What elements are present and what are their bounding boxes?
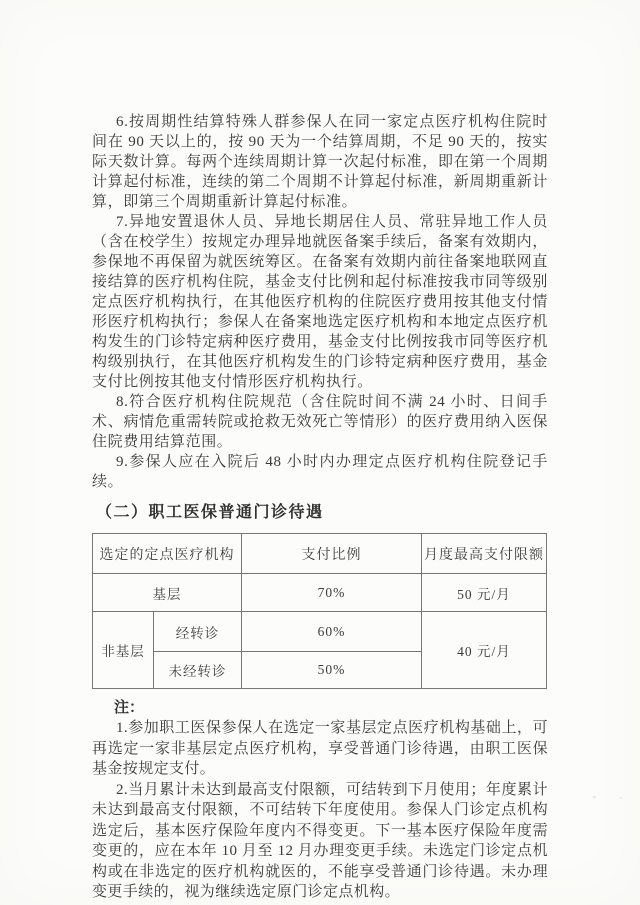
cell-referral-type: 经转诊 [154, 612, 242, 652]
paragraph-item-8: 8.符合医疗机构住院规范（含住院时间不满 24 小时、日间手术、病情危重需转院或抢救无效死亡等情形）的医疗费用纳入医保住院费用结算范围。 [92, 394, 548, 450]
cell-ratio-basic: 70% [242, 574, 422, 612]
cell-ratio-noreferral: 50% [242, 652, 422, 689]
header-cell-limit: 月度最高支付限额 [422, 534, 547, 574]
header-cell-institution: 选定的定点医疗机构 [93, 534, 242, 574]
scan-noise-speck [620, 797, 622, 799]
note-item-1: 1.参加职工医保参保人在选定一家基层定点医疗机构基础上，可再选定一家非基层定点医疗机构，享受普通门诊待遇，由职工医保基金按规定支付。 [92, 720, 548, 777]
cell-limit-basic: 50 元/月 [422, 574, 547, 612]
paragraph-item-7: 7.异地安置退休人员、异地长期居住人员、常驻异地工作人员（含在校学生）按规定办理异地就医备案手续后，备案有效期内，参保地不再保留为就医统筹区。在备案有效期内前往备案地联网直接结算的医疗机构住院，基金支付比例和起付标准按我市同等级别定点医疗机构执行，在其他医疗机构的住院医疗费用按其他支付情形医疗机构执行；参保人在备案地选定医疗机构和本地定点医疗机构发生的门诊特定病种医疗费用，基金支付比例按我市同等医疗机构级别执行，在其他医疗机构发生的门诊特定病种医疗费用，基金支付比例按其他支付情形医疗机构执行。 [92, 214, 548, 390]
body-text-block [92, 112, 548, 492]
section-heading: （二）职工医保普通门诊待遇 [96, 504, 324, 521]
table-row-nonbasic-referral [93, 612, 547, 652]
outpatient-benefit-table [92, 533, 547, 689]
cell-limit-nonbasic: 40 元/月 [422, 612, 547, 689]
scan-noise-speck [593, 796, 596, 798]
notes-block [92, 698, 548, 903]
note-item-2: 2.当月累计未达到最高支付限额，可结转到下月使用；年度累计未达到最高支付限额，不可结转下年度使用。参保人门诊定点机构选定后，基本医疗保险年度内不得变更。下一基本医疗保险年度需变更的，应在本年 10 月至 12 月办理变更手续。未选定门诊定点机构或在非选定的医疗机构就医的，不能享受普通门诊待遇。未办理变更手续的，视为继续选定原门诊定点机构。 [92, 781, 548, 900]
header-cell-ratio: 支付比例 [242, 534, 422, 574]
paragraph-item-9: 9.参保人应在入院后 48 小时内办理定点医疗机构住院登记手续。 [92, 454, 548, 490]
paragraph-item-6: 6.按周期性结算特殊人群参保人在同一家定点医疗机构住院时间在 90 天以上的，按 90 天为一个结算周期，不足 90 天的，按实际天数计算。每两个连续周期计算一次起付标准，即在第一个周期计算起付标准，连续的第二个周期不计算起付标准，新周期重新计算，即第三个周期重新计算起付标准。 [92, 114, 548, 210]
table-header-row [93, 534, 547, 574]
table-row-basic [93, 574, 547, 612]
document-content [92, 112, 548, 903]
cell-ratio-referral: 60% [242, 612, 422, 652]
cell-noreferral-type: 未经转诊 [154, 652, 242, 689]
notes-label: 注： [114, 700, 145, 716]
cell-institution-nonbasic: 非基层 [93, 612, 154, 689]
cell-institution-basic: 基层 [93, 574, 242, 612]
